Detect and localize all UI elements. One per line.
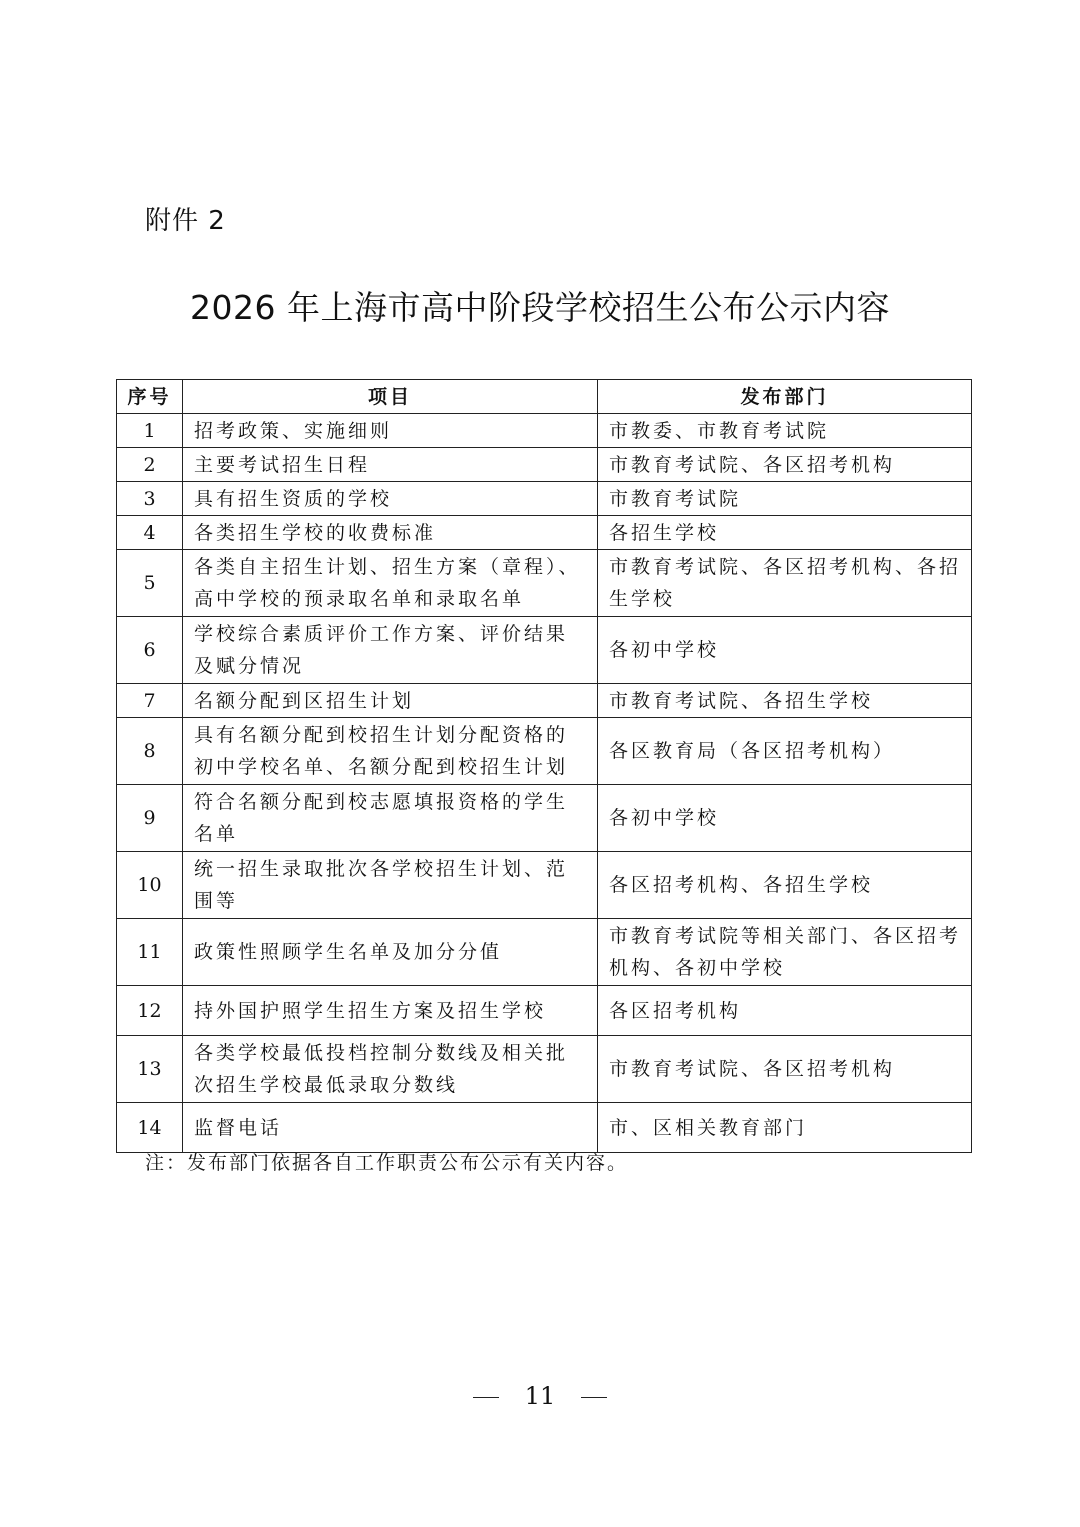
row-department: 各区教育局（各区招考机构） [598,718,972,785]
table-row [117,785,972,852]
row-number: 10 [117,852,183,919]
row-item: 名额分配到区招生计划 [183,684,598,718]
row-department: 各初中学校 [598,785,972,852]
row-number: 8 [117,718,183,785]
dash-right [581,1397,607,1398]
row-department: 各区招考机构、各招生学校 [598,852,972,919]
row-item: 监督电话 [183,1103,598,1153]
row-item: 持外国护照学生招生方案及招生学校 [183,986,598,1036]
row-number: 11 [117,919,183,986]
row-number: 6 [117,617,183,684]
row-number: 14 [117,1103,183,1153]
table-row [117,718,972,785]
table-header-row [117,380,972,414]
row-department: 市教育考试院、各区招考机构、各招生学校 [598,550,972,617]
header-item: 项目 [183,380,598,414]
row-number: 1 [117,414,183,448]
table-row [117,414,972,448]
page-number-footer [0,1382,1080,1410]
table-row [117,1036,972,1103]
row-department: 市教育考试院、各区招考机构 [598,1036,972,1103]
row-number: 13 [117,1036,183,1103]
row-department: 市教育考试院、各招生学校 [598,684,972,718]
table-row [117,919,972,986]
table-row [117,448,972,482]
row-item: 各类学校最低投档控制分数线及相关批次招生学校最低录取分数线 [183,1036,598,1103]
row-department: 各招生学校 [598,516,972,550]
table-row [117,684,972,718]
table-row [117,516,972,550]
dash-left [473,1397,499,1398]
row-number: 12 [117,986,183,1036]
row-department: 市教育考试院、各区招考机构 [598,448,972,482]
row-number: 9 [117,785,183,852]
row-number: 4 [117,516,183,550]
row-item: 学校综合素质评价工作方案、评价结果及赋分情况 [183,617,598,684]
row-department: 市教育考试院等相关部门、各区招考机构、各初中学校 [598,919,972,986]
row-item: 主要考试招生日程 [183,448,598,482]
publication-table [116,379,972,1153]
row-number: 5 [117,550,183,617]
row-department: 市、区相关教育部门 [598,1103,972,1153]
header-serial-number: 序号 [117,380,183,414]
row-item: 符合名额分配到校志愿填报资格的学生名单 [183,785,598,852]
row-number: 3 [117,482,183,516]
row-item: 具有名额分配到校招生计划分配资格的初中学校名单、名额分配到校招生计划 [183,718,598,785]
row-department: 市教育考试院 [598,482,972,516]
row-number: 2 [117,448,183,482]
page-number: 11 [524,1382,556,1410]
row-department: 各区招考机构 [598,986,972,1036]
table-row [117,852,972,919]
row-item: 具有招生资质的学校 [183,482,598,516]
row-department: 市教委、市教育考试院 [598,414,972,448]
attachment-label: 附件 2 [145,206,226,236]
document-title: 2026 年上海市高中阶段学校招生公布公示内容 [190,288,890,327]
row-item: 各类自主招生计划、招生方案（章程）、高中学校的预录取名单和录取名单 [183,550,598,617]
row-department: 各初中学校 [598,617,972,684]
table-row [117,986,972,1036]
table-row [117,550,972,617]
row-item: 统一招生录取批次各学校招生计划、范围等 [183,852,598,919]
table-row [117,1103,972,1153]
table-footnote: 注：发布部门依据各自工作职责公布公示有关内容。 [145,1152,629,1174]
row-number: 7 [117,684,183,718]
table-row [117,617,972,684]
header-publishing-department: 发布部门 [598,380,972,414]
row-item: 招考政策、实施细则 [183,414,598,448]
row-item: 各类招生学校的收费标准 [183,516,598,550]
table-row [117,482,972,516]
row-item: 政策性照顾学生名单及加分分值 [183,919,598,986]
